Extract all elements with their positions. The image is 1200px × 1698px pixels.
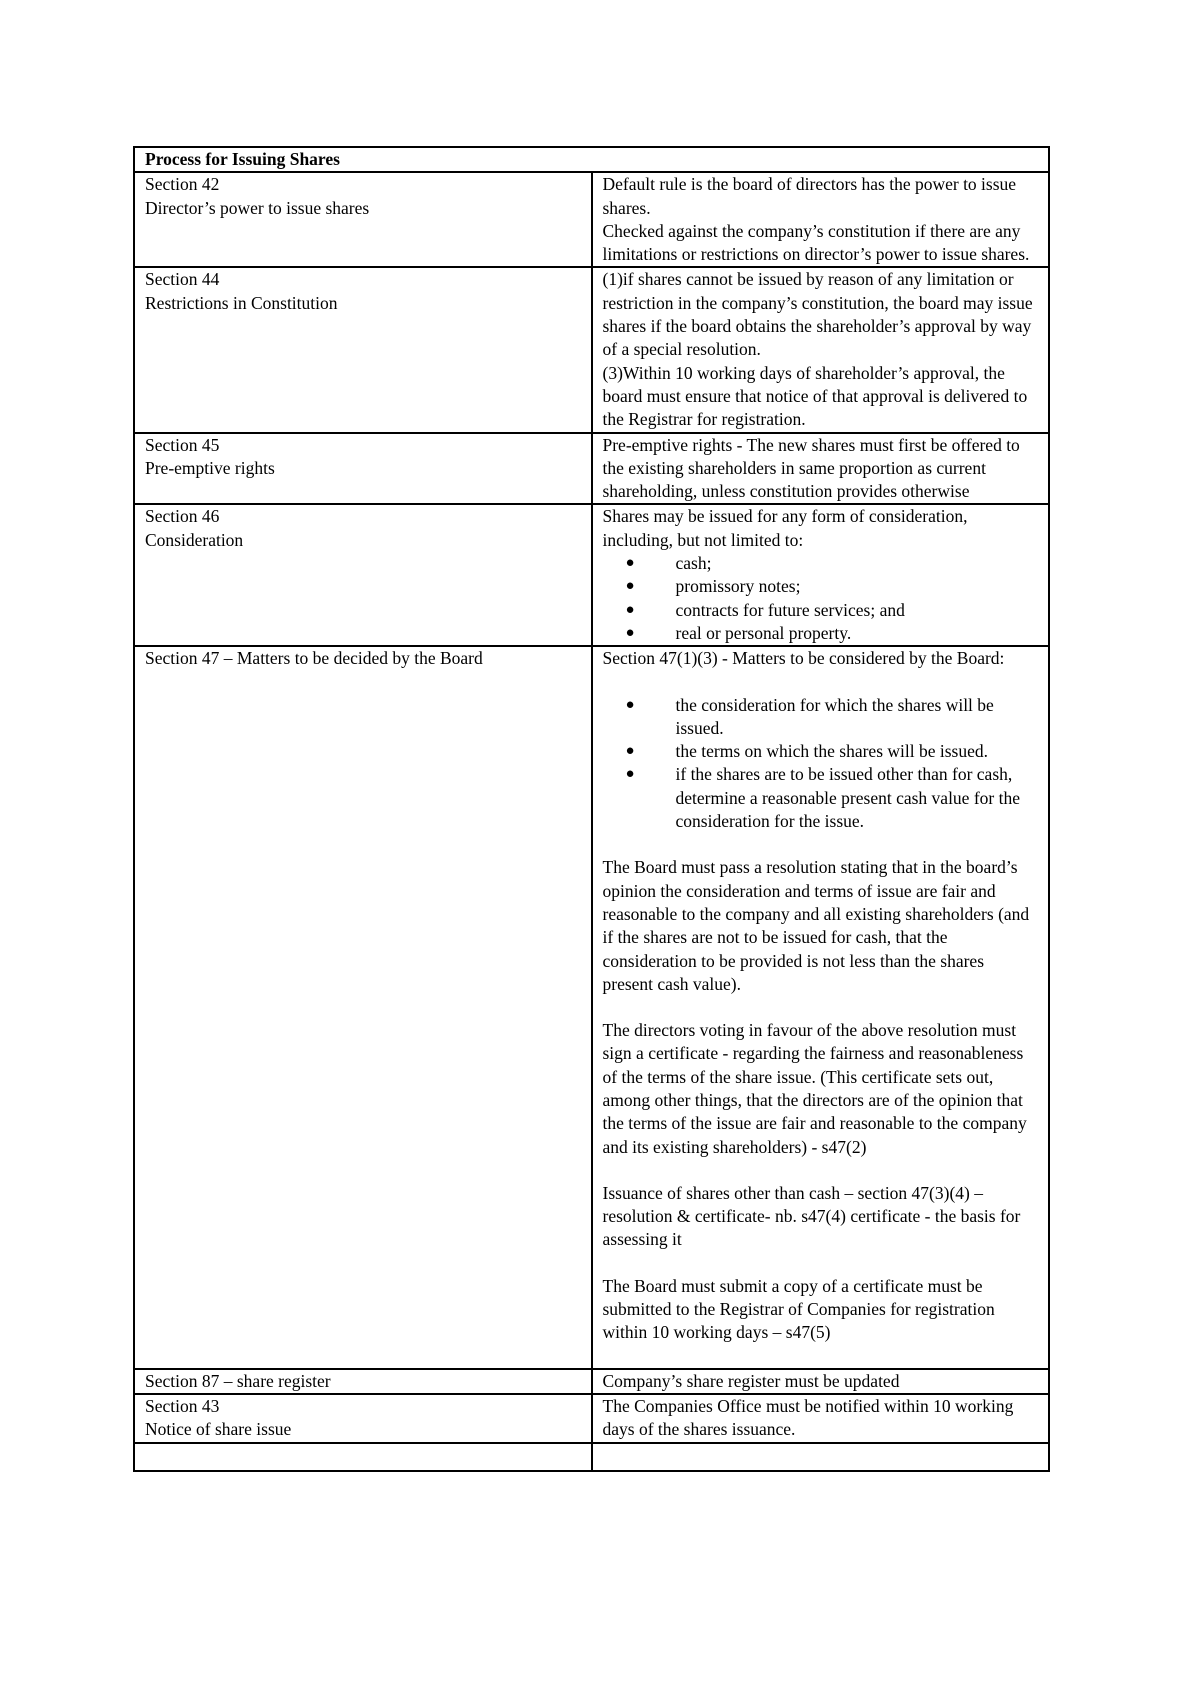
bullet-icon: ● (625, 601, 635, 618)
section-content (592, 1369, 1050, 1394)
section-content (592, 504, 1050, 646)
section-content (592, 433, 1050, 505)
section-label-line: Section 44 (145, 269, 220, 290)
section-content (592, 267, 1050, 432)
process-table (133, 146, 1050, 1472)
section-label-line: Section 42 (145, 174, 220, 195)
bullet-icon: ● (625, 743, 635, 760)
section-content (592, 172, 1050, 267)
list-item: ● the consideration for which the shares will be issued. (625, 694, 994, 738)
section-label-line: Consideration (145, 529, 244, 550)
list-item: ● contracts for future services; and (603, 599, 1039, 622)
empty-cell (134, 1443, 592, 1471)
list-item: ● if the shares are to be issued other than for cash, determine a reasonable present cash value for the consideration for the issue. (625, 764, 1020, 832)
section-content (592, 1394, 1050, 1443)
bullet-icon: ● (625, 624, 635, 641)
bullet-list (603, 694, 1039, 834)
bullet-icon: ● (625, 696, 635, 713)
section-label-line: Section 43 (145, 1395, 220, 1416)
section-label (134, 504, 592, 646)
content-paragraph: The Board must submit a copy of a certificate must be submitted to the Registrar of Companies for registration within 10 working days – s47(5) (602, 1275, 995, 1343)
section-content (592, 646, 1050, 1368)
section-label (134, 1369, 592, 1394)
section-label (134, 646, 592, 1368)
table-row (134, 433, 1049, 505)
section-label (134, 433, 592, 505)
content-paragraph: Checked against the company’s constitution if there are any limitations or restrictions on director’s power to issue shares. (602, 220, 1030, 265)
section-label-line: Section 45 (145, 434, 220, 455)
list-item: ● promissory notes; (603, 575, 1039, 598)
section-label-line: Section 46 (145, 506, 220, 527)
bullet-icon: ● (625, 555, 635, 572)
empty-table-row (134, 1443, 1049, 1471)
section-label-line: Section 47 – Matters to be decided by the Board (145, 648, 483, 669)
content-paragraph: Default rule is the board of directors has the power to issue shares. (602, 174, 1017, 218)
table-row (134, 1394, 1049, 1443)
section-label-line: Notice of share issue (145, 1419, 292, 1440)
table-row (134, 1369, 1049, 1394)
content-paragraph: The Board must pass a resolution stating that in the board’s opinion the consideration and terms of issue are fair and reasonable to the company and all existing shareholders (and if the shares are not to be issued for cash, that the consideration to be provided is not less than the shares present cash value). (602, 857, 1030, 994)
bullet-list (603, 552, 1039, 645)
content-paragraph: Company’s share register must be updated (602, 1370, 900, 1391)
list-item: ● cash; (603, 552, 1039, 575)
table-title: Process for Issuing Shares (134, 147, 1049, 172)
bullet-icon: ● (625, 578, 635, 595)
list-item: ● real or personal property. (603, 622, 1039, 645)
table-title-row (134, 147, 1049, 172)
section-label (134, 1394, 592, 1443)
content-paragraph: Issuance of shares other than cash – section 47(3)(4) – resolution & certificate- nb. s47(4) certificate - the basis for assessing it (602, 1182, 1021, 1250)
content-paragraph: The directors voting in favour of the above resolution must sign a certificate - regarding the fairness and reasonableness of the terms of the share issue. (This certificate sets out, among other things, that the directors are of the opinion that the terms of the issue are fair and reasonable to the company and its existing shareholders) - s47(2) (602, 1020, 1027, 1157)
content-intro: Section 47(1)(3) - Matters to be considered by the Board: (602, 648, 1005, 669)
content-paragraph: (3)Within 10 working days of shareholder’s approval, the board must ensure that notice of that approval is delivered to the Registrar for registration. (602, 362, 1028, 430)
content-paragraph: (1)if shares cannot be issued by reason of any limitation or restriction in the company’s constitution, the board may issue shares if the board obtains the shareholder’s approval by way of a special resolution. (602, 269, 1033, 360)
section-label-line: Section 87 – share register (145, 1370, 331, 1391)
section-label-line: Pre-emptive rights (145, 457, 275, 478)
bullet-icon: ● (625, 766, 635, 783)
list-item: ● the terms on which the shares will be issued. (603, 740, 1039, 763)
section-label-line: Restrictions in Constitution (145, 292, 338, 313)
empty-cell (592, 1443, 1050, 1471)
table-row (134, 504, 1049, 646)
section-label (134, 172, 592, 267)
section-label (134, 267, 592, 432)
section-label-line: Director’s power to issue shares (145, 197, 370, 218)
content-intro: Shares may be issued for any form of consideration, including, but not limited to: (602, 506, 968, 550)
table-row (134, 172, 1049, 267)
table-row (134, 267, 1049, 432)
content-paragraph: The Companies Office must be notified within 10 working days of the shares issuance. (602, 1395, 1014, 1440)
content-paragraph: Pre-emptive rights - The new shares must first be offered to the existing shareholders in same proportion as current shareholding, unless constitution provides otherwise (602, 434, 1020, 502)
table-row (134, 646, 1049, 1368)
